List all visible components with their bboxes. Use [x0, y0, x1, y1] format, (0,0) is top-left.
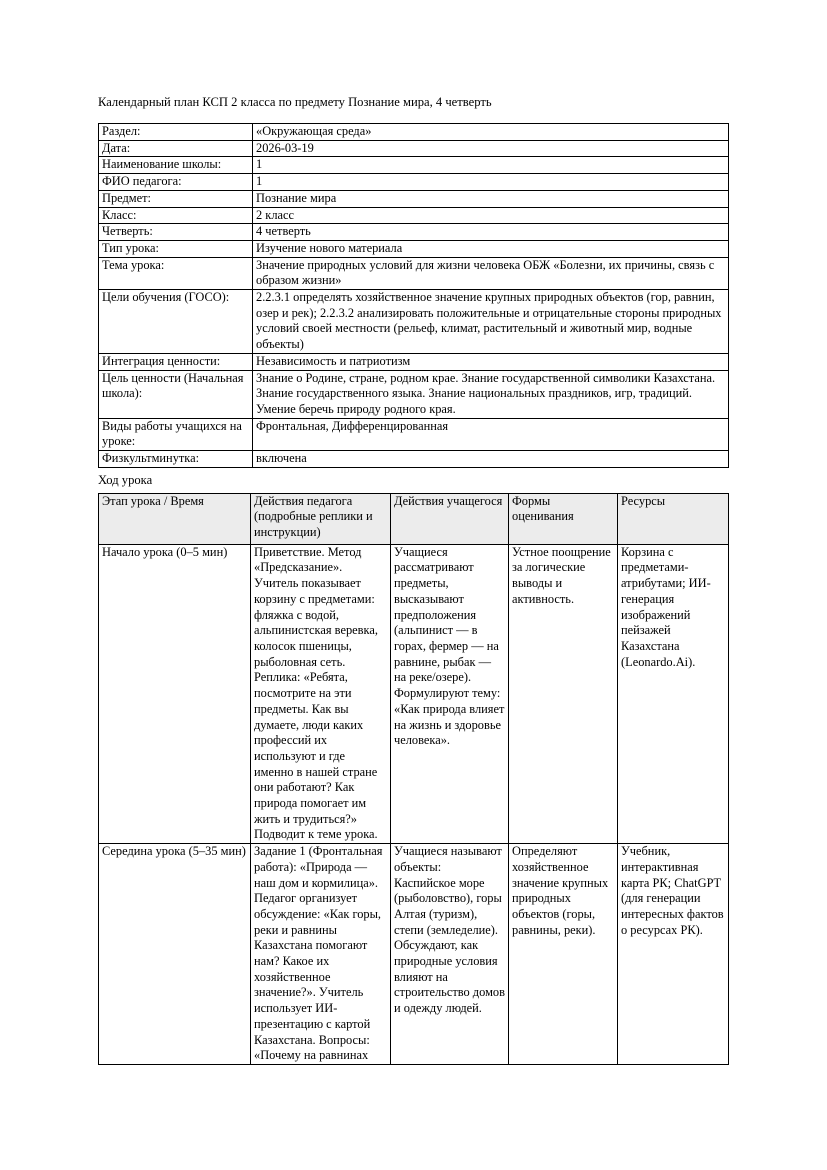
lesson-row-stage: Начало урока (0–5 мин): [99, 544, 251, 843]
lesson-flow-header-cell: Формы оценивания: [509, 493, 618, 544]
info-row-label: Тема урока:: [99, 257, 253, 289]
lesson-flow-row: [99, 844, 729, 1065]
info-table-row: [99, 257, 729, 289]
info-row-value: Фронтальная, Дифференцированная: [253, 418, 729, 450]
lesson-row-assessment: Устное поощрение за логические выводы и активность.: [509, 544, 618, 843]
lesson-row-teacher-actions: Приветствие. Метод «Предсказание». Учитель показывает корзину с предметами: фляжка с водой, альпинистская веревка, колосок пшеницы, рыболовная сеть. Реплика: «Ребята, посмотрите на эти предметы. Как вы думаете, люди каких профессий их используют и где именно в нашей стране они работают? Как природа помогает им жить и трудиться?» Подводит к теме урока.: [251, 544, 391, 843]
info-row-label: Виды работы учащихся на уроке:: [99, 418, 253, 450]
lesson-row-student-actions: Учащиеся рассматривают предметы, высказывают предположения (альпинист — в горах, фермер — на равнине, рыбак — на реке/озере). Формулируют тему: «Как природа влияет на жизнь и здоровье человека».: [391, 544, 509, 843]
lesson-row-stage: Середина урока (5–35 мин): [99, 844, 251, 1065]
lesson-flow-table-head: [99, 493, 729, 544]
info-table-row: [99, 174, 729, 191]
info-row-value: Изучение нового материала: [253, 240, 729, 257]
info-row-value: «Окружающая среда»: [253, 124, 729, 141]
lesson-flow-header-cell: Этап урока / Время: [99, 493, 251, 544]
info-table-row: [99, 140, 729, 157]
info-row-label: Раздел:: [99, 124, 253, 141]
info-row-label: Дата:: [99, 140, 253, 157]
lesson-flow-header-cell: Действия педагога (подробные реплики и инструкции): [251, 493, 391, 544]
lesson-flow-header-row: [99, 493, 729, 544]
info-row-value: Значение природных условий для жизни человека ОБЖ «Болезни, их причины, связь с образом жизни»: [253, 257, 729, 289]
info-row-label: Наименование школы:: [99, 157, 253, 174]
lesson-info-table-body: [99, 124, 729, 468]
info-row-label: Четверть:: [99, 224, 253, 241]
info-row-value: включена: [253, 451, 729, 468]
lesson-flow-row: [99, 544, 729, 843]
info-table-row: [99, 290, 729, 354]
info-row-label: Цель ценности (Начальная школа):: [99, 370, 253, 418]
info-row-value: 2.2.3.1 определять хозяйственное значение крупных природных объектов (гор, равнин, озер и рек); 2.2.3.2 анализировать положительные и отрицательные стороны природных условий своей местности (рельеф, климат, растительный и животный мир, водные объекты): [253, 290, 729, 354]
info-row-label: Предмет:: [99, 190, 253, 207]
lesson-flow-table: [98, 493, 729, 1065]
info-table-row: [99, 124, 729, 141]
lesson-info-table: [98, 123, 729, 468]
lesson-flow-header-cell: Ресурсы: [618, 493, 729, 544]
info-table-row: [99, 207, 729, 224]
info-row-value: 1: [253, 174, 729, 191]
info-row-value: Независимость и патриотизм: [253, 353, 729, 370]
info-row-value: 2026-03-19: [253, 140, 729, 157]
lesson-row-resources: Учебник, интерактивная карта РК; ChatGPT (для генерации интересных фактов о ресурсах РК).: [618, 844, 729, 1065]
document-content: [98, 94, 728, 1065]
lesson-row-resources: Корзина с предметами-атрибутами; ИИ-генерация изображений пейзажей Казахстана (Leonardo.Ai).: [618, 544, 729, 843]
info-table-row: [99, 190, 729, 207]
info-table-row: [99, 157, 729, 174]
info-row-value: 2 класс: [253, 207, 729, 224]
info-row-label: Тип урока:: [99, 240, 253, 257]
lesson-row-assessment: Определяют хозяйственное значение крупных природных объектов (горы, равнины, реки).: [509, 844, 618, 1065]
info-table-row: [99, 451, 729, 468]
info-table-row: [99, 224, 729, 241]
lesson-row-student-actions: Учащиеся называют объекты: Каспийское море (рыболовство), горы Алтая (туризм), степи (земледелие). Обсуждают, как природные условия влияют на строительство домов и одежду людей.: [391, 844, 509, 1065]
info-row-value: Познание мира: [253, 190, 729, 207]
info-row-label: Интеграция ценности:: [99, 353, 253, 370]
info-row-label: Класс:: [99, 207, 253, 224]
info-row-label: ФИО педагога:: [99, 174, 253, 191]
info-row-value: 4 четверть: [253, 224, 729, 241]
info-table-row: [99, 418, 729, 450]
info-row-label: Цели обучения (ГОСО):: [99, 290, 253, 354]
info-table-row: [99, 370, 729, 418]
lesson-flow-header-cell: Действия учащегося: [391, 493, 509, 544]
info-table-row: [99, 240, 729, 257]
info-row-value: Знание о Родине, стране, родном крае. Знание государственной символики Казахстана. Знание государственного языка. Знание национальных праздников, игр, традиций. Умение беречь природу родного края.: [253, 370, 729, 418]
lesson-row-teacher-actions: Задание 1 (Фронтальная работа): «Природа — наш дом и кормилица». Педагог организует обсуждение: «Как горы, реки и равнины Казахстана помогают нам? Какое их хозяйственное значение?». Учитель использует ИИ-презентацию с картой Казахстана. Вопросы: «Почему на равнинах: [251, 844, 391, 1065]
lesson-flow-heading: Ход урока: [98, 472, 153, 487]
info-row-label: Физкультминутка:: [99, 451, 253, 468]
document-title: Календарный план КСП 2 класса по предмету Познание мира, 4 четверть: [98, 95, 492, 109]
info-table-row: [99, 353, 729, 370]
lesson-flow-table-body: [99, 544, 729, 1064]
info-row-value: 1: [253, 157, 729, 174]
